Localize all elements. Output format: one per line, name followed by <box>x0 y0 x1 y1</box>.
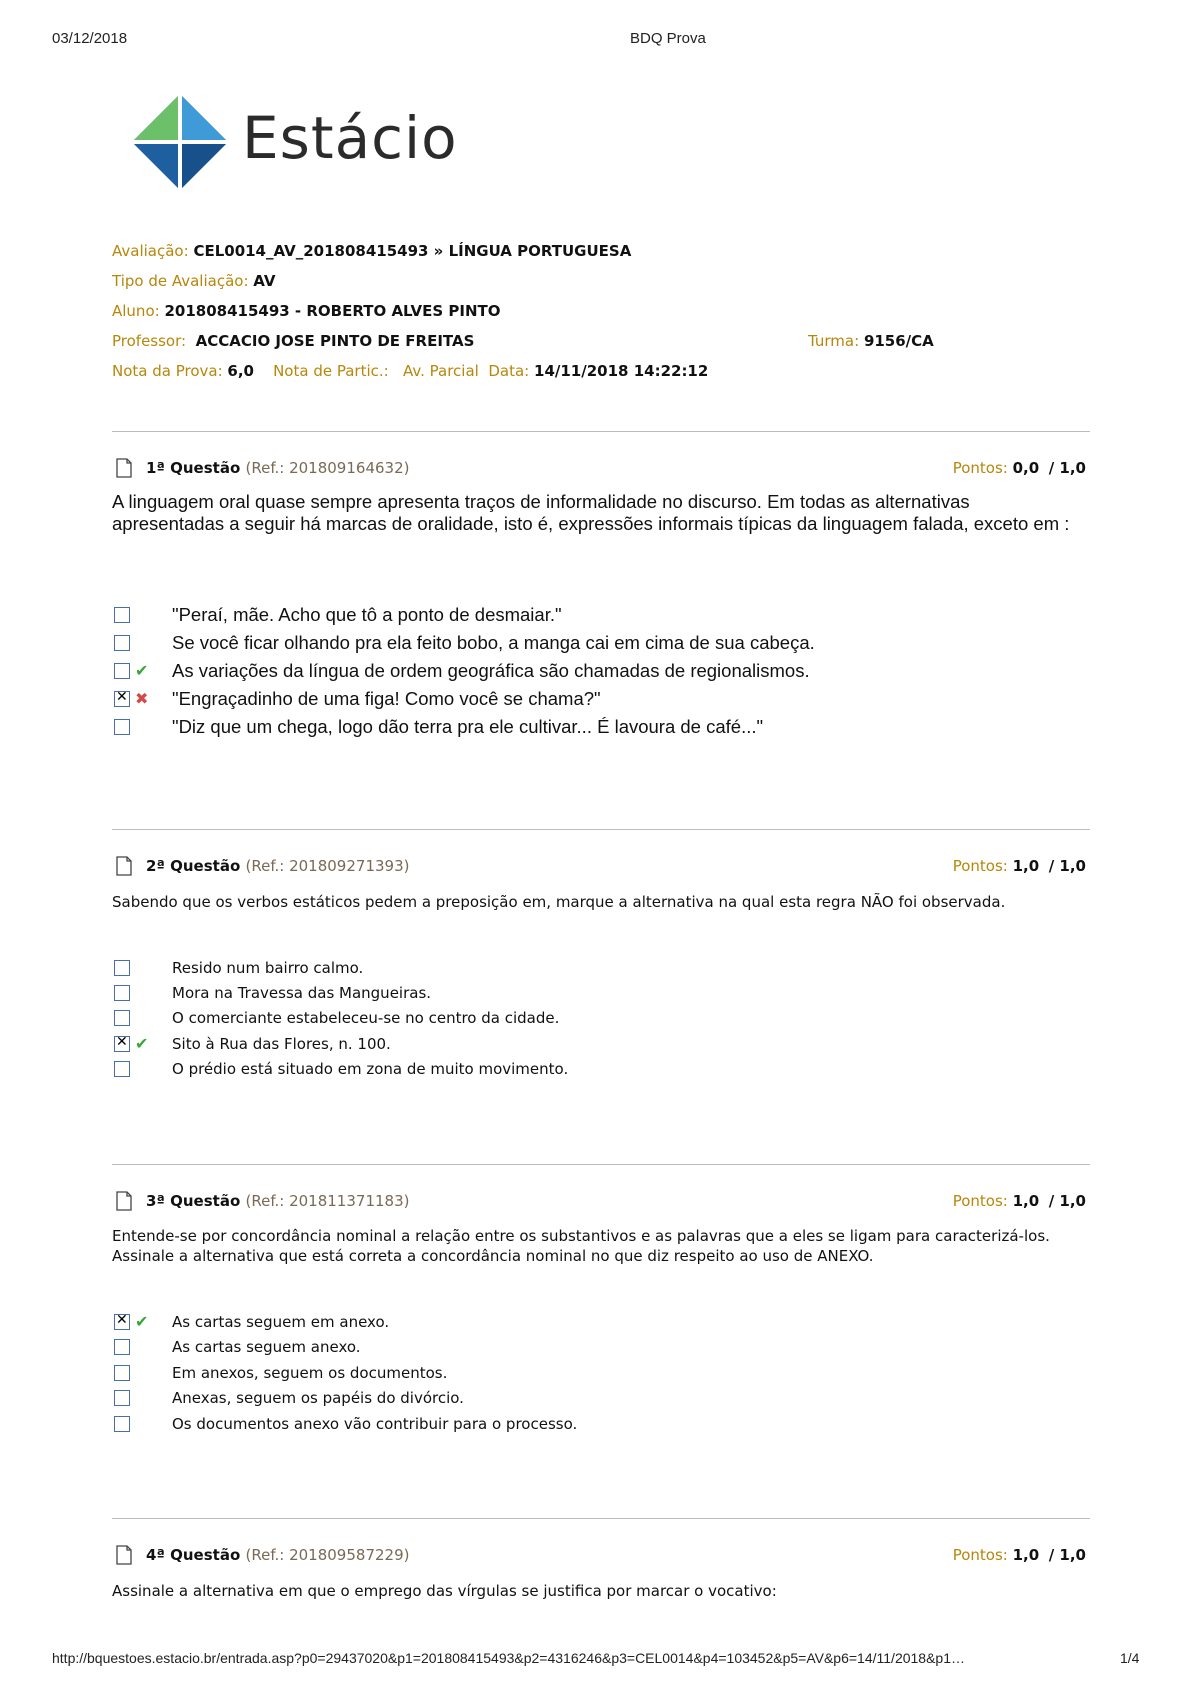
option-checkbox[interactable] <box>114 663 130 679</box>
option-checkbox[interactable] <box>114 719 130 735</box>
check-icon: ✔ <box>135 661 149 680</box>
question-3-option-4[interactable] <box>112 1388 1072 1412</box>
question-ref: (Ref.: 201809164632) <box>245 459 410 477</box>
question-1-option-1[interactable] <box>112 605 1072 629</box>
question-number: 2ª Questão (Ref.: 201809271393) <box>146 857 410 875</box>
option-text: As cartas seguem em anexo. <box>172 1313 390 1331</box>
av-parcial-label: Av. Parcial <box>403 362 479 380</box>
option-checkbox[interactable] <box>114 1416 130 1432</box>
exam-avaliacao <box>112 242 631 260</box>
question-1-option-4[interactable] <box>112 689 1072 713</box>
question-ref: (Ref.: 201809587229) <box>245 1546 410 1564</box>
question-divider <box>112 431 1090 432</box>
question-number: 4ª Questão (Ref.: 201809587229) <box>146 1546 410 1564</box>
turma-label: Turma: <box>808 332 860 350</box>
question-4-header <box>116 1545 1090 1567</box>
option-checkbox[interactable] <box>114 607 130 623</box>
question-3-header <box>116 1191 1090 1213</box>
question-3-option-3[interactable] <box>112 1363 1072 1387</box>
print-date: 03/12/2018 <box>52 30 128 47</box>
document-icon <box>116 856 132 876</box>
exam-turma <box>808 332 934 350</box>
print-title: BDQ Prova <box>630 30 706 47</box>
print-url: http://bquestoes.estacio.br/entrada.asp?p0=29437020&p1=201808415493&p2=4316246&p3=CEL0014&p4=103452&p5=AV&p6=14/11/2018&p1… <box>52 1650 965 1666</box>
option-text: O comerciante estabeleceu-se no centro da cidade. <box>172 1009 560 1027</box>
question-number: 1ª Questão (Ref.: 201809164632) <box>146 459 410 477</box>
question-3-option-1[interactable] <box>112 1312 1072 1336</box>
question-number: 3ª Questão (Ref.: 201811371183) <box>146 1192 410 1210</box>
estacio-logo <box>130 92 470 192</box>
option-checkbox[interactable] <box>114 960 130 976</box>
exam-tipo <box>112 272 276 290</box>
question-3-option-5[interactable] <box>112 1414 1072 1438</box>
question-2-option-4[interactable] <box>112 1034 1072 1058</box>
option-checkbox[interactable] <box>114 1010 130 1026</box>
aluno-value: 201808415493 - ROBERTO ALVES PINTO <box>164 302 501 320</box>
document-icon <box>116 1191 132 1211</box>
option-text: Resido num bairro calmo. <box>172 959 364 977</box>
option-text: Os documentos anexo vão contribuir para o processo. <box>172 1415 578 1433</box>
question-1-statement: A linguagem oral quase sempre apresenta traços de informalidade no discurso. Em todas as alternativas apresentadas a seguir há marcas de oralidade, isto é, expressões informais típicas da linguagem falada, exceto em : <box>112 491 1070 534</box>
question-ref: (Ref.: 201809271393) <box>245 857 410 875</box>
question-points: Pontos: 0,0 / 1,0 <box>952 459 1086 477</box>
aluno-label: Aluno: <box>112 302 160 320</box>
option-checkbox-checked[interactable] <box>114 1314 130 1330</box>
option-text: "Engraçadinho de uma figa! Como você se chama?" <box>172 688 601 709</box>
option-text: Se você ficar olhando pra ela feito bobo, a manga cai em cima de sua cabeça. <box>172 632 815 653</box>
question-3-option-2[interactable] <box>112 1337 1072 1361</box>
question-2-header <box>116 856 1090 878</box>
print-page-number: 1/4 <box>1120 1650 1140 1666</box>
question-divider <box>112 829 1090 830</box>
option-text: Anexas, seguem os papéis do divórcio. <box>172 1389 464 1407</box>
professor-value: ACCACIO JOSE PINTO DE FREITAS <box>195 332 475 350</box>
option-text: "Peraí, mãe. Acho que tô a ponto de desmaiar." <box>172 604 562 625</box>
brand-text: Estácio <box>242 104 458 172</box>
question-4-statement: Assinale a alternativa em que o emprego das vírgulas se justifica por marcar o vocativo: <box>112 1582 777 1600</box>
cross-icon: ✖ <box>135 689 149 708</box>
nota-prova-label: Nota da Prova: <box>112 362 223 380</box>
nota-prova-value: 6,0 <box>227 362 254 380</box>
option-text: O prédio está situado em zona de muito movimento. <box>172 1060 569 1078</box>
document-icon <box>116 1545 132 1565</box>
check-icon: ✔ <box>135 1034 149 1053</box>
question-points: Pontos: 1,0 / 1,0 <box>952 1546 1086 1564</box>
tipo-value: AV <box>253 272 276 290</box>
question-1-header <box>116 458 1090 480</box>
option-text: Mora na Travessa das Mangueiras. <box>172 984 432 1002</box>
data-value: 14/11/2018 14:22:12 <box>534 362 709 380</box>
question-points: Pontos: 1,0 / 1,0 <box>952 1192 1086 1210</box>
question-2-option-5[interactable] <box>112 1059 1072 1083</box>
option-checkbox[interactable] <box>114 985 130 1001</box>
avaliacao-value: CEL0014_AV_201808415493 » LÍNGUA PORTUGUESA <box>193 242 632 260</box>
estacio-logo-diamond-icon <box>130 92 230 192</box>
option-text: As variações da língua de ordem geográfica são chamadas de regionalismos. <box>172 660 810 681</box>
turma-value: 9156/CA <box>863 332 934 350</box>
question-1-option-5[interactable] <box>112 717 1072 741</box>
option-checkbox[interactable] <box>114 1339 130 1355</box>
data-label: Data: <box>488 362 530 380</box>
question-3-statement: Entende-se por concordância nominal a relação entre os substantivos e as palavras que a eles se ligam para caracterizá-los. Assinale a alternativa que está correta a concordância nominal no que diz respeito ao uso de ANEXO. <box>112 1227 1050 1265</box>
option-checkbox[interactable] <box>114 1365 130 1381</box>
option-checkbox-checked[interactable] <box>114 1036 130 1052</box>
check-icon: ✔ <box>135 1312 149 1331</box>
question-points: Pontos: 1,0 / 1,0 <box>952 857 1086 875</box>
question-1-option-2[interactable] <box>112 633 1072 657</box>
question-1-option-3[interactable] <box>112 661 1072 685</box>
exam-professor <box>112 332 474 350</box>
option-checkbox[interactable] <box>114 1390 130 1406</box>
question-divider <box>112 1518 1090 1519</box>
question-divider <box>112 1164 1090 1165</box>
tipo-label: Tipo de Avaliação: <box>112 272 249 290</box>
option-checkbox-checked[interactable] <box>114 691 130 707</box>
nota-partic-label: Nota de Partic.: <box>273 362 389 380</box>
option-text: As cartas seguem anexo. <box>172 1338 361 1356</box>
option-text: Sito à Rua das Flores, n. 100. <box>172 1035 391 1053</box>
option-checkbox[interactable] <box>114 635 130 651</box>
option-text: Em anexos, seguem os documentos. <box>172 1364 448 1382</box>
question-ref: (Ref.: 201811371183) <box>245 1192 410 1210</box>
professor-label: Professor: <box>112 332 187 350</box>
avaliacao-label: Avaliação: <box>112 242 189 260</box>
question-2-option-2[interactable] <box>112 983 1072 1007</box>
option-checkbox[interactable] <box>114 1061 130 1077</box>
exam-aluno <box>112 302 501 320</box>
question-2-option-1[interactable] <box>112 958 1072 982</box>
question-2-option-3[interactable] <box>112 1008 1072 1032</box>
document-icon <box>116 458 132 478</box>
question-2-statement: Sabendo que os verbos estáticos pedem a preposição em, marque a alternativa na qual esta regra NÃO foi observada. <box>112 893 1006 911</box>
exam-notas <box>112 362 708 380</box>
option-text: "Diz que um chega, logo dão terra pra ele cultivar... É lavoura de café..." <box>172 716 764 737</box>
